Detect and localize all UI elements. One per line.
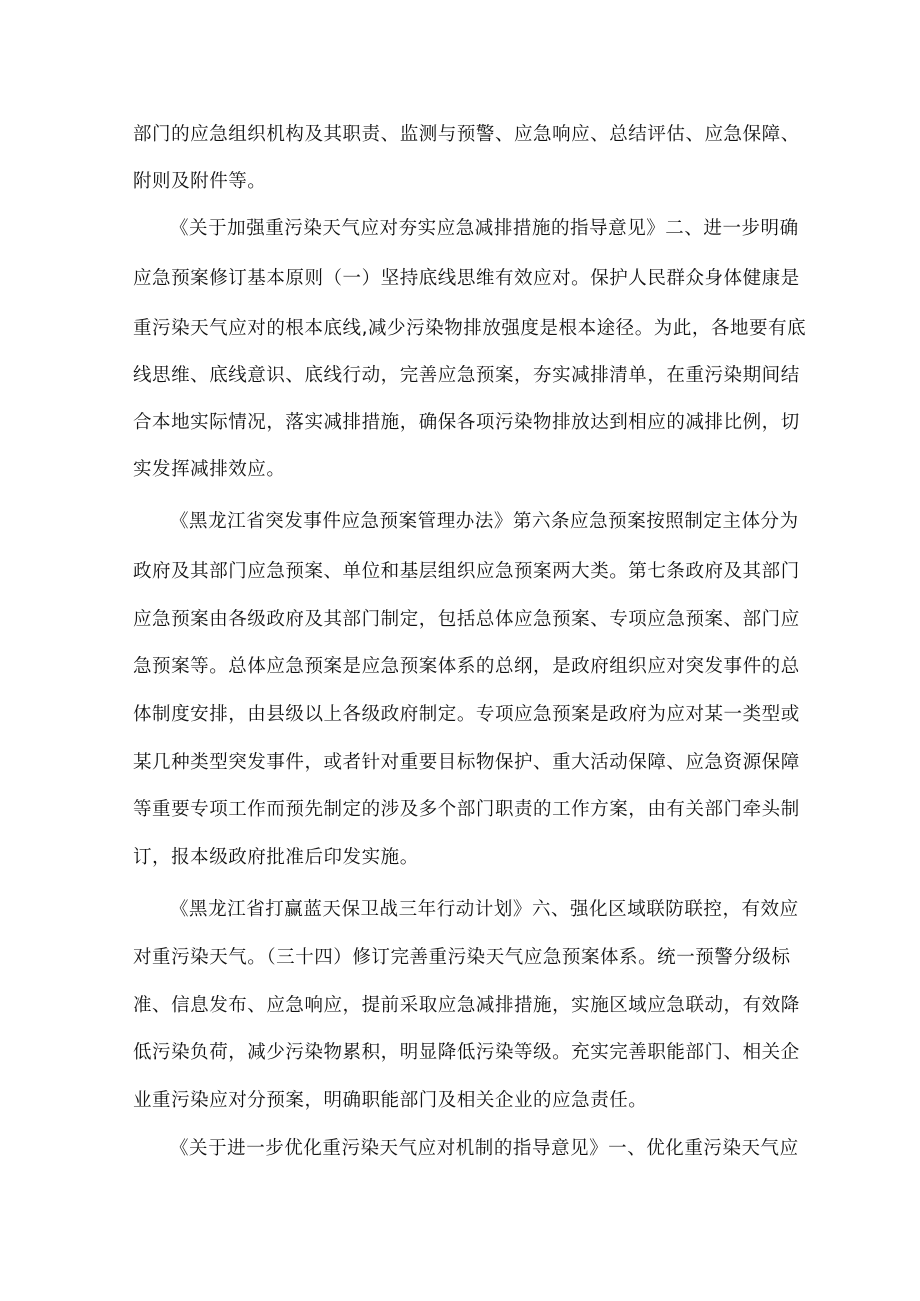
paragraph-5-line-1: 《关于进一步优化重污染天气应对机制的指导意见》一、优化重污染天气应 (170, 1138, 799, 1159)
paragraph-3-line-8: 订，报本级政府批准后印发实施。 (133, 847, 419, 868)
paragraph-1-line-2: 附则及附件等。 (133, 171, 267, 192)
paragraph-3-line-6: 某几种类型突发事件，或者针对重要目标物保护、重大活动保障、应急资源保障 (133, 752, 800, 773)
paragraph-4-line-1: 《黑龙江省打赢蓝天保卫战三年行动计划》六、强化区域联防联控，有效应 (170, 899, 799, 920)
paragraph-3-line-5: 体制度安排，由县级以上各级政府制定。专项应急预案是政府为应对某一类型或 (133, 704, 800, 725)
paragraph-2-line-4: 线思维、底线意识、底线行动，完善应急预案，夯实减排清单，在重污染期间结 (133, 365, 800, 386)
paragraph-3-line-7: 等重要专项工作而预先制定的涉及多个部门职责的工作方案，由有关部门牵头制 (133, 799, 800, 820)
paragraph-2-line-1: 《关于加强重污染天气应对夯实应急减排措施的指导意见》二、进一步明确 (170, 218, 799, 239)
paragraph-4-line-3: 准、信息发布、应急响应，提前采取应急减排措施，实施区域应急联动，有效降 (133, 995, 800, 1016)
paragraph-3-line-4: 急预案等。总体应急预案是应急预案体系的总纲，是政府组织应对突发事件的总 (133, 656, 800, 677)
paragraph-4-line-4: 低污染负荷，减少污染物累积，明显降低污染等级。充实完善职能部门、相关企 (133, 1042, 800, 1063)
paragraph-3-line-2: 政府及其部门应急预案、单位和基层组织应急预案两大类。第七条政府及其部门 (133, 561, 800, 582)
paragraph-4-line-2: 对重污染天气。（三十四）修订完善重污染天气应急预案体系。统一预警分级标 (133, 947, 791, 968)
paragraph-2-line-2: 应急预案修订基本原则（一）坚持底线思维有效应对。保护人民群众身体健康是 (133, 268, 800, 289)
paragraph-3-line-1: 《黑龙江省突发事件应急预案管理办法》第六条应急预案按照制定主体分为 (170, 511, 799, 532)
paragraph-1-line-1: 部门的应急组织机构及其职责、监测与预警、应急响应、总结评估、应急保障、 (133, 124, 800, 145)
paragraph-4-line-5: 业重污染应对分预案，明确职能部门及相关企业的应急责任。 (133, 1090, 648, 1111)
paragraph-2-line-5: 合本地实际情况，落实减排措施，确保各项污染物排放达到相应的减排比例，切 (133, 412, 800, 433)
paragraph-2-line-6: 实发挥减排效应。 (133, 459, 286, 480)
paragraph-2-line-3: 重污染天气应对的根本底线,减少污染物排放强度是根本途径。为此，各地要有底 (133, 318, 807, 339)
paragraph-3-line-3: 应急预案由各级政府及其部门制定，包括总体应急预案、专项应急预案、部门应 (133, 609, 800, 630)
